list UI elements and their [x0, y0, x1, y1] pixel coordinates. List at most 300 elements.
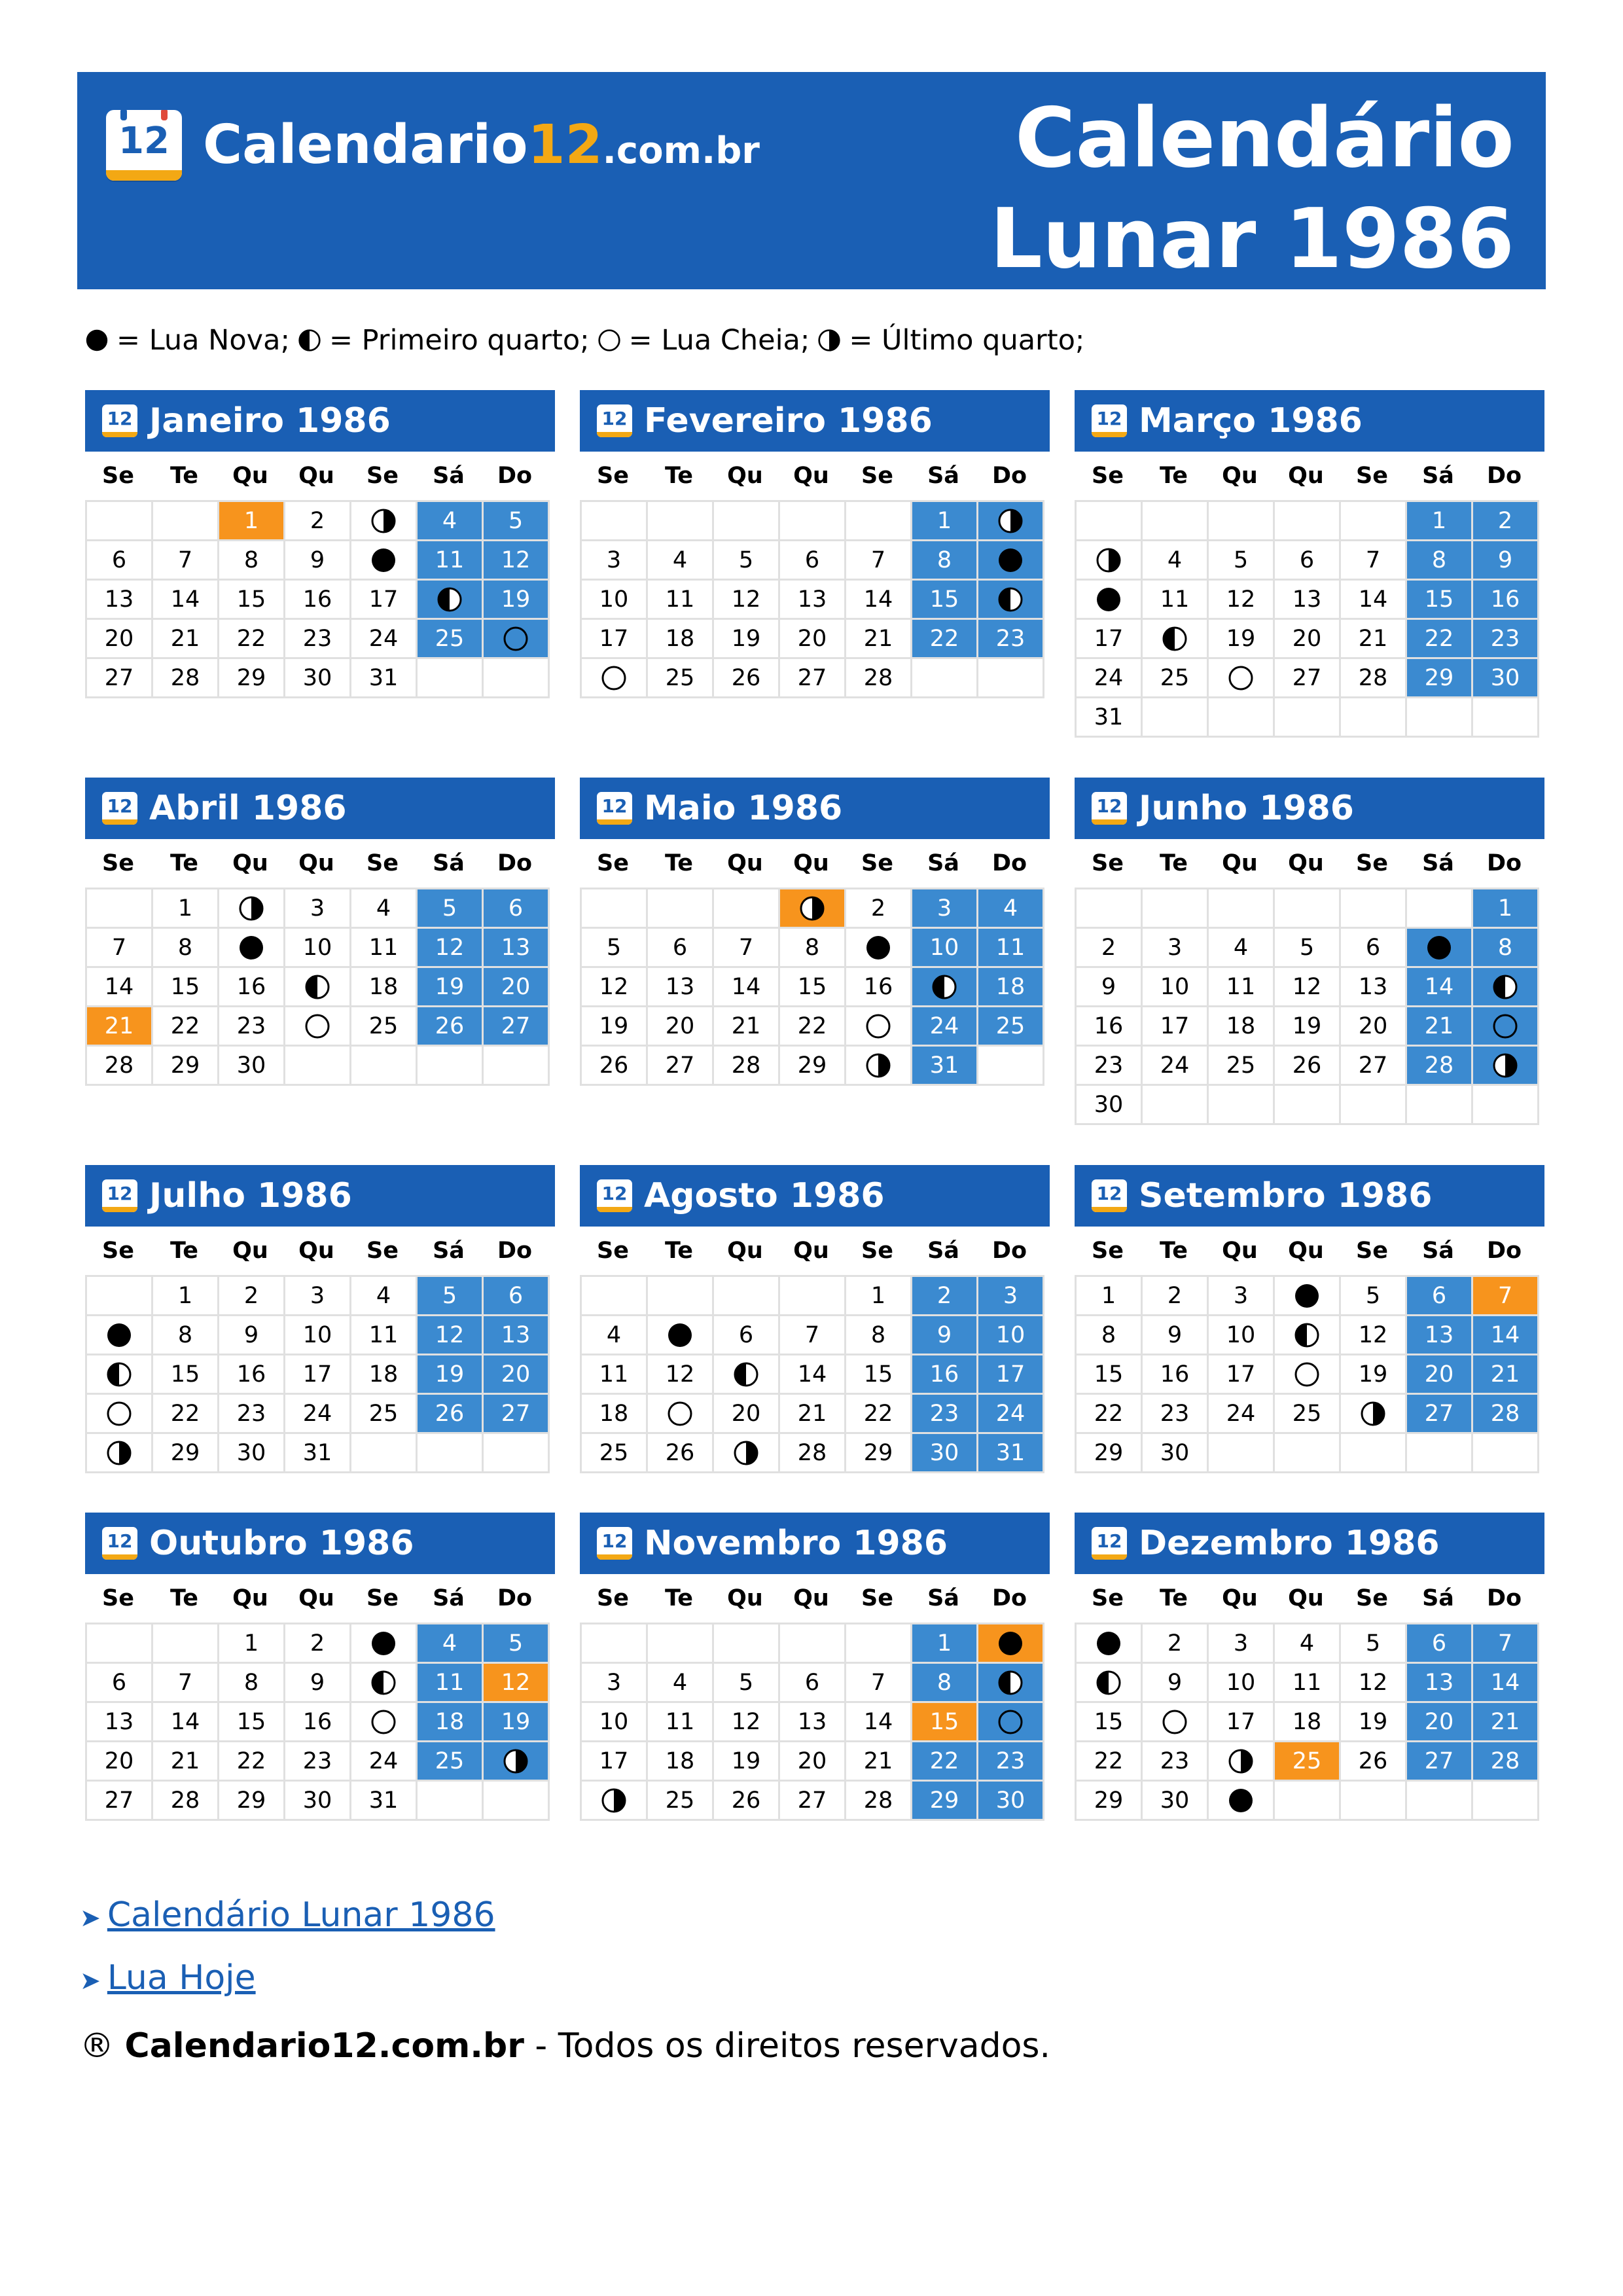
- day-cell: 6: [484, 1277, 550, 1316]
- day-cell: [351, 1664, 418, 1703]
- calendar-icon: 12: [597, 1527, 632, 1560]
- day-cell: 10: [978, 1316, 1044, 1355]
- empty-day-cell: [1341, 889, 1407, 929]
- link-lunar-calendar-text[interactable]: Calendário Lunar 1986: [107, 1895, 495, 1935]
- day-cell: 26: [714, 1782, 780, 1821]
- weekday-label: Qu: [298, 1238, 334, 1264]
- day-cell: 19: [418, 968, 484, 1007]
- weekday-header: [580, 1227, 1050, 1275]
- day-cell: 16: [285, 581, 351, 620]
- day-cell: 18: [351, 1355, 418, 1395]
- day-cell: 4: [1275, 1624, 1341, 1664]
- link-lunar-calendar[interactable]: [80, 1885, 495, 1948]
- day-cell: 4: [1209, 929, 1275, 968]
- day-cell: [1209, 1742, 1275, 1782]
- day-cell: 11: [648, 581, 714, 620]
- day-cell: [1275, 1277, 1341, 1316]
- weekday-label: Qu: [1222, 1585, 1258, 1611]
- last-quarter-icon: [997, 508, 1024, 534]
- day-cell: [1077, 581, 1143, 620]
- day-cell: 2: [846, 889, 912, 929]
- day-cell: 3: [582, 1664, 648, 1703]
- weekday-label: Se: [366, 463, 399, 489]
- empty-day-cell: [1209, 698, 1275, 738]
- day-cell: 12: [418, 929, 484, 968]
- day-cell: 24: [1209, 1395, 1275, 1434]
- day-cell: 19: [484, 1703, 550, 1742]
- weekday-label: Sá: [433, 1238, 465, 1264]
- weekday-label: Qu: [727, 1585, 763, 1611]
- day-cell: 14: [846, 581, 912, 620]
- day-cell: 18: [1209, 1007, 1275, 1047]
- day-cell: 13: [1275, 581, 1341, 620]
- full-moon-icon: [597, 329, 621, 352]
- day-cell: 2: [1473, 502, 1539, 541]
- day-cell: 12: [418, 1316, 484, 1355]
- day-cell: [285, 1007, 351, 1047]
- day-cell: 22: [153, 1395, 219, 1434]
- weekday-label: Se: [366, 850, 399, 876]
- weekday-header: [85, 1227, 555, 1275]
- day-cell: 23: [912, 1395, 978, 1434]
- empty-day-cell: [780, 1277, 846, 1316]
- link-moon-today[interactable]: [80, 1948, 495, 2011]
- day-cell: 15: [219, 1703, 285, 1742]
- day-cell: 9: [912, 1316, 978, 1355]
- arrow-right-icon: ➤: [80, 1903, 101, 1932]
- empty-day-cell: [1275, 502, 1341, 541]
- month-header: [85, 390, 555, 452]
- day-cell: 7: [1473, 1624, 1539, 1664]
- day-cell: 14: [1341, 581, 1407, 620]
- empty-day-cell: [1275, 1782, 1341, 1821]
- month-grid: [580, 1623, 1044, 1821]
- day-cell: 23: [219, 1395, 285, 1434]
- weekday-header: [580, 1574, 1050, 1623]
- day-cell: 8: [846, 1316, 912, 1355]
- weekday-label: Sá: [1422, 463, 1454, 489]
- empty-day-cell: [1473, 1086, 1539, 1125]
- day-cell: 7: [1341, 541, 1407, 581]
- moon-phase-legend: [85, 322, 1088, 359]
- day-cell: 29: [153, 1434, 219, 1473]
- weekday-label: Do: [991, 463, 1027, 489]
- empty-day-cell: [1407, 889, 1473, 929]
- day-cell: [846, 1047, 912, 1086]
- day-cell: 7: [846, 1664, 912, 1703]
- day-cell: 4: [418, 502, 484, 541]
- day-cell: 29: [846, 1434, 912, 1473]
- last-quarter-icon: [799, 895, 825, 922]
- day-cell: 22: [1407, 620, 1473, 659]
- day-cell: 13: [87, 581, 153, 620]
- weekday-label: Te: [1160, 850, 1188, 876]
- day-cell: 10: [1209, 1664, 1275, 1703]
- day-cell: 9: [1143, 1664, 1209, 1703]
- weekday-label: Se: [597, 850, 629, 876]
- weekday-label: Qu: [727, 1238, 763, 1264]
- day-cell: 11: [1275, 1664, 1341, 1703]
- day-cell: 18: [582, 1395, 648, 1434]
- day-cell: [351, 1624, 418, 1664]
- month-calendar: [580, 1513, 1050, 1821]
- new-moon-icon: [667, 1322, 693, 1348]
- empty-day-cell: [1275, 889, 1341, 929]
- day-cell: 23: [219, 1007, 285, 1047]
- day-cell: 26: [418, 1007, 484, 1047]
- weekday-label: Se: [1092, 1238, 1124, 1264]
- month-header: [1075, 778, 1544, 839]
- day-cell: 14: [87, 968, 153, 1007]
- day-cell: 16: [1473, 581, 1539, 620]
- day-cell: 2: [912, 1277, 978, 1316]
- day-cell: 19: [484, 581, 550, 620]
- month-grid: [580, 888, 1044, 1086]
- first-quarter-icon: [437, 586, 463, 613]
- month-header: [1075, 1165, 1544, 1227]
- day-cell: [648, 1316, 714, 1355]
- day-cell: 14: [153, 581, 219, 620]
- month-header: [85, 778, 555, 839]
- day-cell: 16: [219, 968, 285, 1007]
- weekday-label: Se: [1092, 850, 1124, 876]
- day-cell: 17: [1077, 620, 1143, 659]
- weekday-label: Qu: [232, 463, 268, 489]
- day-cell: [87, 1355, 153, 1395]
- day-cell: 6: [714, 1316, 780, 1355]
- empty-day-cell: [1407, 1086, 1473, 1125]
- calendar-icon: 12: [597, 404, 632, 437]
- day-cell: 21: [1473, 1355, 1539, 1395]
- weekday-label: Se: [1092, 463, 1124, 489]
- weekday-label: Qu: [1222, 1238, 1258, 1264]
- day-cell: 20: [648, 1007, 714, 1047]
- day-cell: 25: [582, 1434, 648, 1473]
- day-cell: [978, 1703, 1044, 1742]
- day-cell: [1407, 929, 1473, 968]
- empty-day-cell: [484, 1047, 550, 1086]
- new-moon-icon: [106, 1322, 132, 1348]
- day-cell: 30: [285, 1782, 351, 1821]
- weekday-label: Do: [991, 1585, 1027, 1611]
- day-cell: 23: [978, 620, 1044, 659]
- weekday-label: Te: [1160, 463, 1188, 489]
- day-cell: 8: [219, 1664, 285, 1703]
- empty-day-cell: [153, 1624, 219, 1664]
- calendar-icon: 12: [102, 1527, 137, 1560]
- day-cell: 22: [780, 1007, 846, 1047]
- weekday-header: [85, 839, 555, 888]
- day-cell: 5: [484, 502, 550, 541]
- day-cell: 19: [1341, 1355, 1407, 1395]
- last-quarter-icon: [1492, 1052, 1518, 1079]
- day-cell: 15: [1077, 1355, 1143, 1395]
- empty-day-cell: [978, 659, 1044, 698]
- day-cell: 1: [1077, 1277, 1143, 1316]
- calendar-logo-icon: 12: [106, 110, 182, 181]
- empty-day-cell: [1143, 1086, 1209, 1125]
- empty-day-cell: [1341, 1086, 1407, 1125]
- month-grid: [85, 500, 550, 698]
- weekday-label: Te: [170, 463, 198, 489]
- day-cell: 22: [219, 1742, 285, 1782]
- day-cell: 4: [648, 541, 714, 581]
- empty-day-cell: [1143, 889, 1209, 929]
- day-cell: 23: [1473, 620, 1539, 659]
- day-cell: 16: [846, 968, 912, 1007]
- day-cell: 14: [780, 1355, 846, 1395]
- month-calendar: [580, 778, 1050, 1086]
- day-cell: 6: [1275, 541, 1341, 581]
- day-cell: 10: [582, 1703, 648, 1742]
- day-cell: 25: [978, 1007, 1044, 1047]
- day-cell: [351, 502, 418, 541]
- day-cell: 28: [846, 659, 912, 698]
- day-cell: 9: [219, 1316, 285, 1355]
- day-cell: 20: [1275, 620, 1341, 659]
- day-cell: 21: [153, 620, 219, 659]
- day-cell: 18: [351, 968, 418, 1007]
- day-cell: [978, 1664, 1044, 1703]
- day-cell: 23: [1143, 1395, 1209, 1434]
- day-cell: 21: [87, 1007, 153, 1047]
- new-moon-icon: [238, 935, 264, 961]
- month-calendar: [1075, 778, 1544, 1125]
- month-header: [580, 1513, 1050, 1574]
- day-cell: 22: [1077, 1395, 1143, 1434]
- day-cell: 9: [1473, 541, 1539, 581]
- day-cell: [978, 541, 1044, 581]
- day-cell: [1143, 620, 1209, 659]
- weekday-label: Qu: [232, 1238, 268, 1264]
- weekday-label: Sá: [433, 463, 465, 489]
- calendar-icon: 12: [597, 1179, 632, 1212]
- day-cell: 30: [219, 1047, 285, 1086]
- month-header: [85, 1165, 555, 1227]
- day-cell: 10: [582, 581, 648, 620]
- day-cell: 18: [1275, 1703, 1341, 1742]
- calendar-icon: 12: [1092, 792, 1127, 825]
- day-cell: [978, 502, 1044, 541]
- day-cell: 13: [780, 581, 846, 620]
- day-cell: [87, 1434, 153, 1473]
- day-cell: 18: [978, 968, 1044, 1007]
- day-cell: 16: [285, 1703, 351, 1742]
- day-cell: 25: [1275, 1395, 1341, 1434]
- weekday-label: Te: [665, 463, 693, 489]
- footer: [80, 2020, 1050, 2072]
- day-cell: 5: [484, 1624, 550, 1664]
- new-moon-icon: [865, 935, 891, 961]
- full-moon-icon: [601, 665, 627, 691]
- first-quarter-icon: [733, 1361, 759, 1388]
- day-cell: 3: [912, 889, 978, 929]
- last-quarter-icon: [817, 329, 841, 352]
- weekday-label: Qu: [793, 463, 829, 489]
- weekday-label: Se: [102, 1238, 134, 1264]
- site-logo-text[interactable]: Calendario12.com.br: [203, 114, 760, 176]
- empty-day-cell: [484, 1782, 550, 1821]
- weekday-label: Sá: [1422, 1585, 1454, 1611]
- weekday-label: Sá: [927, 463, 959, 489]
- day-cell: 7: [153, 1664, 219, 1703]
- first-quarter-icon: [1162, 626, 1188, 652]
- empty-day-cell: [1209, 1086, 1275, 1125]
- weekday-label: Do: [497, 850, 533, 876]
- empty-day-cell: [418, 1047, 484, 1086]
- month-header: [1075, 1513, 1544, 1574]
- day-cell: 8: [219, 541, 285, 581]
- day-cell: 25: [648, 659, 714, 698]
- day-cell: 29: [1407, 659, 1473, 698]
- empty-day-cell: [1473, 698, 1539, 738]
- weekday-label: Qu: [232, 850, 268, 876]
- day-cell: 26: [1341, 1742, 1407, 1782]
- empty-day-cell: [582, 1277, 648, 1316]
- day-cell: 22: [219, 620, 285, 659]
- day-cell: 28: [1473, 1742, 1539, 1782]
- empty-day-cell: [912, 659, 978, 698]
- link-moon-today-text[interactable]: Lua Hoje: [107, 1958, 256, 1998]
- day-cell: [484, 1742, 550, 1782]
- empty-day-cell: [1341, 698, 1407, 738]
- day-cell: 24: [1077, 659, 1143, 698]
- day-cell: 1: [219, 502, 285, 541]
- weekday-label: Do: [1486, 850, 1522, 876]
- legend-first-quarter: = Primeiro quarto;: [329, 324, 590, 357]
- day-cell: 9: [1143, 1316, 1209, 1355]
- day-cell: 20: [484, 968, 550, 1007]
- day-cell: [87, 1316, 153, 1355]
- day-cell: 29: [153, 1047, 219, 1086]
- page-header: [77, 72, 1546, 289]
- day-cell: 14: [153, 1703, 219, 1742]
- day-cell: 19: [714, 1742, 780, 1782]
- day-cell: [582, 659, 648, 698]
- day-cell: 5: [714, 1664, 780, 1703]
- month-calendar: [85, 1165, 555, 1473]
- weekday-header: [1075, 452, 1544, 500]
- day-cell: 23: [978, 1742, 1044, 1782]
- full-moon-icon: [503, 626, 529, 652]
- weekday-label: Do: [1486, 1585, 1522, 1611]
- day-cell: 24: [351, 620, 418, 659]
- month-grid: [1075, 1275, 1539, 1473]
- day-cell: 19: [1275, 1007, 1341, 1047]
- weekday-label: Sá: [927, 1238, 959, 1264]
- last-quarter-icon: [106, 1440, 132, 1466]
- empty-day-cell: [1143, 698, 1209, 738]
- day-cell: [351, 1703, 418, 1742]
- empty-day-cell: [87, 1624, 153, 1664]
- day-cell: 21: [1473, 1703, 1539, 1742]
- day-cell: 15: [846, 1355, 912, 1395]
- day-cell: 17: [285, 1355, 351, 1395]
- day-cell: 20: [1407, 1355, 1473, 1395]
- weekday-label: Qu: [793, 1238, 829, 1264]
- day-cell: 19: [418, 1355, 484, 1395]
- day-cell: 27: [780, 659, 846, 698]
- day-cell: 15: [1077, 1703, 1143, 1742]
- day-cell: 19: [1209, 620, 1275, 659]
- day-cell: 18: [648, 1742, 714, 1782]
- day-cell: [351, 541, 418, 581]
- empty-day-cell: [1341, 1782, 1407, 1821]
- first-quarter-icon: [1492, 974, 1518, 1000]
- day-cell: 6: [1407, 1624, 1473, 1664]
- day-cell: 16: [1077, 1007, 1143, 1047]
- full-moon-icon: [304, 1013, 330, 1039]
- day-cell: 13: [1407, 1664, 1473, 1703]
- full-moon-icon: [106, 1401, 132, 1427]
- day-cell: 28: [846, 1782, 912, 1821]
- last-quarter-icon: [370, 508, 397, 534]
- weekday-label: Qu: [1288, 850, 1324, 876]
- empty-day-cell: [1143, 502, 1209, 541]
- empty-day-cell: [285, 1047, 351, 1086]
- day-cell: 31: [1077, 698, 1143, 738]
- last-quarter-icon: [733, 1440, 759, 1466]
- day-cell: 14: [1473, 1664, 1539, 1703]
- day-cell: 1: [219, 1624, 285, 1664]
- registered-symbol: ®: [80, 2026, 114, 2066]
- day-cell: 22: [846, 1395, 912, 1434]
- weekday-label: Qu: [1288, 1238, 1324, 1264]
- day-cell: 6: [648, 929, 714, 968]
- day-cell: 4: [648, 1664, 714, 1703]
- full-moon-icon: [997, 1709, 1024, 1735]
- new-moon-icon: [997, 1630, 1024, 1657]
- first-quarter-icon: [997, 1670, 1024, 1696]
- day-cell: 28: [87, 1047, 153, 1086]
- legend-full-moon: = Lua Cheia;: [628, 324, 810, 357]
- month-grid: [1075, 500, 1539, 738]
- day-cell: 1: [846, 1277, 912, 1316]
- day-cell: 30: [285, 659, 351, 698]
- empty-day-cell: [582, 889, 648, 929]
- day-cell: 1: [1407, 502, 1473, 541]
- day-cell: 26: [582, 1047, 648, 1086]
- day-cell: 25: [1275, 1742, 1341, 1782]
- day-cell: 30: [912, 1434, 978, 1473]
- weekday-label: Se: [1356, 850, 1388, 876]
- day-cell: 24: [978, 1395, 1044, 1434]
- day-cell: 30: [1143, 1434, 1209, 1473]
- weekday-label: Do: [991, 850, 1027, 876]
- day-cell: 23: [1143, 1742, 1209, 1782]
- month-title: Dezembro 1986: [1139, 1524, 1440, 1563]
- weekday-label: Sá: [433, 850, 465, 876]
- day-cell: 24: [1143, 1047, 1209, 1086]
- day-cell: 20: [780, 1742, 846, 1782]
- weekday-label: Se: [102, 463, 134, 489]
- weekday-label: Se: [1356, 1585, 1388, 1611]
- calendar-icon: 12: [1092, 1179, 1127, 1212]
- day-cell: 11: [1209, 968, 1275, 1007]
- day-cell: 15: [1407, 581, 1473, 620]
- day-cell: 16: [219, 1355, 285, 1395]
- new-moon-icon: [1096, 586, 1122, 613]
- day-cell: 27: [780, 1782, 846, 1821]
- empty-day-cell: [648, 502, 714, 541]
- day-cell: 13: [1341, 968, 1407, 1007]
- day-cell: 11: [1143, 581, 1209, 620]
- month-calendar: [85, 778, 555, 1086]
- empty-day-cell: [87, 1277, 153, 1316]
- month-grid: [85, 1275, 550, 1473]
- day-cell: 6: [484, 889, 550, 929]
- full-moon-icon: [1492, 1013, 1518, 1039]
